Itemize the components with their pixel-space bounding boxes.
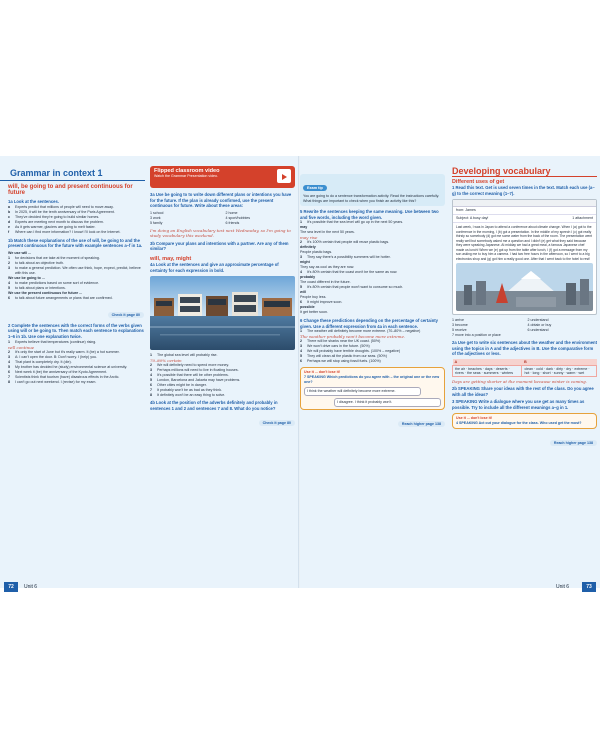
ex2-list xyxy=(8,340,144,385)
item-number: 5 xyxy=(8,364,10,369)
ex2a-handwriting: Days are getting shorter at the moment because winter is coming. xyxy=(452,378,587,384)
item-text: We won't drive cars in the future. (50%) xyxy=(307,344,370,349)
item-number: 6 xyxy=(8,369,10,374)
vocab-ex2b: 2b SPEAKING Share your ideas with the rest of the class. Do you agree with all the ideas? xyxy=(452,385,594,397)
video-title: Flipped classroom video xyxy=(154,168,220,174)
from-label: from: xyxy=(456,208,465,213)
floating-houses-photo xyxy=(150,276,295,350)
item-number: a xyxy=(8,204,10,209)
ex1a-instruction: 1a Look at the sentences. xyxy=(8,199,59,204)
area-item: 1 school xyxy=(150,210,164,215)
will-list xyxy=(8,256,144,276)
item-text: It's 80% certain that the coast won't be the same as now. xyxy=(307,270,398,275)
item-text: Other cities might be in danger. xyxy=(157,383,207,388)
item-number: 6 xyxy=(300,359,302,364)
item-text: London, Barcelona and Jakarta may have problems. xyxy=(157,378,241,383)
flipped-video-bar[interactable] xyxy=(150,166,295,188)
ex5-instruction: 5 Rewrite the sentences keeping the same meaning. Use between two and five words, including the word given. xyxy=(300,209,439,220)
item-number: f xyxy=(8,229,10,234)
item-number: 4 xyxy=(8,280,10,285)
grammar-title-bar xyxy=(0,168,145,181)
item-text: It definitely won't be an easy thing to solve. xyxy=(157,393,226,398)
use-it-text-left: 7 SPEAKING Which predictions do you agree with – the original one or the new one? xyxy=(304,375,440,385)
ex3b-text: 3b Compare your plans and intentions with a partner. Are any of them similar? xyxy=(150,240,289,252)
area-item: 6 friends xyxy=(225,220,240,225)
item-text: There will be sharks near the UK coast. (50%) xyxy=(307,339,381,344)
areas-list xyxy=(150,211,295,226)
result-line: The sea level in the next 50 years. xyxy=(300,230,355,235)
area-item: 4 sport/hobbies xyxy=(225,215,251,220)
meaning-item: 2 understand xyxy=(527,318,549,323)
item-text: It probably won't be as bad as they think. xyxy=(157,388,223,393)
item-number: 2 xyxy=(8,349,10,354)
item-number: 5 xyxy=(8,285,10,290)
table-col-b: clean · cold · dark · dirty · dry · extreme · hot · long · short · sunny · warm · wet xyxy=(522,365,597,376)
ex1b-instruction: 1b Match these explanations of the use of will, be going to and the present continuous for the future with example sentences a–f in 1a. xyxy=(8,237,143,249)
item-number: 4 xyxy=(8,359,10,364)
list-item xyxy=(8,230,144,235)
table-col-a: the air · beaches · days · deserts · rivers · the seas · summers · winters xyxy=(453,365,522,376)
might-heading: will, may, might xyxy=(150,255,192,262)
item-number: 2 xyxy=(300,339,302,344)
ex4b-text: 4b Look at the position of the adverbs definitely and probably in sentences 1 and 2 and sentences 7 and 8. What do you notice? xyxy=(150,400,278,411)
reach-higher-left[interactable]: Reach higher page 138 xyxy=(398,421,445,427)
meaning-item: 4 obtain or buy xyxy=(527,323,552,328)
item-text: to talk about plans or intentions. xyxy=(15,285,66,290)
item-text: It's possible that the sea level will go up in the next 50 years. xyxy=(307,220,404,225)
item-number: d xyxy=(8,219,11,224)
item-number: 1 xyxy=(8,255,10,260)
ex4a-list xyxy=(150,353,295,398)
item-text: They say there's a possibility summers will be hotter. xyxy=(307,255,391,260)
item-number: 5 xyxy=(300,354,302,359)
item-number: 1 xyxy=(300,329,302,334)
uses-going-label: We use be going to ... xyxy=(8,275,45,280)
result-line: People plastic bags. xyxy=(300,250,333,255)
item-number: 8 xyxy=(8,379,10,384)
use-it-text-right: 4 SPEAKING Act out your dialogue for the class. Who used get the most? xyxy=(456,421,582,426)
use-it-box-right xyxy=(452,413,597,429)
item-text: As it gets warmer, glaciers are going to melt faster. xyxy=(15,224,96,229)
vocab-subheading: Different uses of get xyxy=(452,179,505,185)
item-number: 7 xyxy=(150,388,152,393)
email-body: Last week, I was in Japan to attend a conference about climate change. When I (a) got to the conference in the morning, I (b) got a presentation. In the middle of my speech I (c) got really thirsty so somebody (d) got me some water from the back of the room. The presentation went really well but somebody asked me a question and I didn't (e) get what they said because they were speaking Japanese. At midday we had a great meal, a famous Japanese chef made us lunch! When we (e) got up from the table after lunch, I (f) got a message from my son asking me to buy him a camera. I had two free hours in the afternoon, so I went to a big electronics shop and (g) got him a really good one. After that I went back to the hotel to rest! xyxy=(456,225,593,261)
item-number: 3 xyxy=(150,368,152,373)
uses-cont-label: We use the present continuous for future ... xyxy=(8,290,83,295)
unit-label-right: Unit 6 xyxy=(556,584,570,590)
item-number: 3 xyxy=(8,265,10,270)
left-column-1 xyxy=(8,184,144,385)
item-number: 7 xyxy=(8,374,10,379)
footer xyxy=(0,582,600,594)
left-column-2 xyxy=(150,166,295,429)
ex6-instruction: 6 Change these predictions depending on the percentage of certainty given. Use a different expression from 4a in each sentence. xyxy=(300,318,438,329)
item-text: My brother has decided he (study) environmental science at university. xyxy=(15,364,128,369)
exam-tip-label: Exam tip xyxy=(303,185,327,191)
item-text: to talk about future arrangements or plans that are confirmed. xyxy=(15,295,113,300)
item-text: They've decided they're going to build similar homes. xyxy=(15,214,100,219)
ex2-instruction: 2 Complete the sentences with the correct forms of the verbs given using will or be going to. Then match each sentence to explanations 1–6 in 1b. Use one explanation twice. xyxy=(8,322,144,339)
item-number: 4 xyxy=(300,349,302,354)
list-item xyxy=(8,380,144,385)
item-text: The weather will definitely become more extreme. (70–80% – negative) xyxy=(307,329,421,334)
speech-a: I disagree. I think it probably won't. xyxy=(334,398,441,407)
area-item: 3 work xyxy=(150,215,161,220)
ex3a-handwriting: I'm doing an English vocabulary test next Wednesday, so I'm going to study vocabulary this weekend. xyxy=(150,227,291,238)
check-it-4b[interactable]: Check it page 80 xyxy=(259,420,295,426)
item-text: We will probably have terrible droughts. (100% – negative) xyxy=(307,349,401,354)
item-number: 4 xyxy=(150,373,152,378)
item-number: 6 xyxy=(8,295,10,300)
item-text: to talk about an objective truth. xyxy=(15,260,64,265)
item-number: 2 xyxy=(150,363,152,368)
ex3a-instruction: 3a Use be going to to write down different plans or intentions you have for the future. If the plan is already confirmed, use the present continuous for future. Write about these areas: xyxy=(150,192,292,209)
item-text: Perhaps we will stop using fossil fuels. (100%) xyxy=(307,359,381,364)
vocab-ex2a: 2a Use get to write six sentences about the weather and the environment using the topics in A and the adjectives in B. Use the comparative form of the adjectives or less. xyxy=(452,340,597,357)
item-text: for decisions that we take at the moment of speaking. xyxy=(15,255,100,260)
ex4a-instruction: 4a Look at the sentences and give an approximate percentage of certainty for each expression in bold. xyxy=(150,261,279,273)
item-text: The global sea level will probably rise. xyxy=(157,353,218,358)
item-text: It might improve soon. xyxy=(307,300,343,305)
going-list xyxy=(8,281,144,291)
item-number: 2 xyxy=(300,240,302,245)
use-it-box-left xyxy=(300,367,445,410)
list-item xyxy=(300,359,445,364)
reach-higher-right[interactable]: Reach higher page 138 xyxy=(550,440,597,446)
check-it-button[interactable]: Check it page 80 xyxy=(108,312,144,318)
meanings-list xyxy=(452,318,597,338)
item-text: It's 100% certain that people will reuse plastic bags. xyxy=(307,240,390,245)
result-line: It get better soon. xyxy=(300,310,328,315)
video-sub: Watch the Grammar Presentation video. xyxy=(154,174,218,178)
item-text: They will clean all the plastic from our seas. (50%) xyxy=(307,354,387,359)
meaning-item: 1 arrive xyxy=(452,318,464,323)
area-item: 2 home xyxy=(225,210,238,215)
item-text: In 2025, it will be the tenth anniversary of the Paris Agreement. xyxy=(15,209,115,214)
item-number: 3 xyxy=(8,354,10,359)
page-number-left: 72 xyxy=(4,582,18,592)
exam-tip-text: You are going to do a sentence transformation activity. Read the instructions carefully. What things are important to check when you finish an activity like this? xyxy=(303,194,440,203)
unit-label-left: Unit 6 xyxy=(24,584,38,590)
keyword: possible xyxy=(300,305,315,310)
grammar-heading: will, be going to and present continuous for future xyxy=(8,184,133,196)
use-it-label-right: Use it ... don't lose it! xyxy=(456,416,492,421)
page-title: Grammar in context 1 xyxy=(10,168,103,178)
keyword: might xyxy=(300,260,310,265)
ex1a-list xyxy=(8,205,144,235)
item-number: 8 xyxy=(150,393,152,398)
item-text: We will definitely need to spend more money. xyxy=(157,363,229,368)
result-line: The coast different in the future. xyxy=(300,280,351,285)
table-head-a: A xyxy=(453,359,522,366)
item-text: Experts believe that temperatures (continue) rising. xyxy=(15,339,97,344)
result-line: People buy less. xyxy=(300,295,327,300)
item-text: Where can I find more information? I know! I'll look on the Internet. xyxy=(15,229,121,234)
speech-q: I think the weather will definitely become more extreme. xyxy=(304,387,421,396)
meaning-item: 5 receive xyxy=(452,328,467,333)
item-text: Scientists think that tourism (have) disastrous effects in the Arctic. xyxy=(15,374,120,379)
handwritten-answer: 70–80% certain xyxy=(150,358,182,364)
item-text: to make predictions based on some sort of evidence. xyxy=(15,280,100,285)
item-text: That plant is completely dry. It (die). xyxy=(15,359,72,364)
from-value: James xyxy=(465,208,476,213)
keyword: probably xyxy=(300,275,316,280)
exam-tip xyxy=(300,174,445,206)
left-column-3 xyxy=(300,174,445,430)
handwritten-answer: The weather probably won't become more extreme. xyxy=(300,334,406,340)
item-number: 6 xyxy=(150,383,152,388)
table-head-b: B xyxy=(522,359,597,366)
item-number: 5 xyxy=(300,285,302,290)
item-text: to make a general prediction. We often use think, hope, expect, predict, believe with this use. xyxy=(15,265,141,275)
attachment-indicator[interactable]: 1 attachment xyxy=(572,216,593,221)
item-number: b xyxy=(8,209,11,214)
meaning-item: 6 understand xyxy=(527,328,549,333)
vocab-ex3: 3 SPEAKING Write a dialogue where you use get as many times as possible. Try to include all the different meanings a–g in 1. xyxy=(452,399,585,410)
cont-list xyxy=(8,296,144,301)
keyword: may xyxy=(300,225,308,230)
page-number-right: 73 xyxy=(582,582,596,592)
item-text: Next week it (be) the anniversary of the Kyoto Agreement. xyxy=(15,369,108,374)
item-text: Perhaps millions will need to live in floating houses. xyxy=(157,368,239,373)
handwritten-answer: may rise xyxy=(300,235,318,241)
left-page xyxy=(0,156,300,588)
item-text: It's possible that there will be other problems. xyxy=(157,373,229,378)
item-number: 4 xyxy=(300,270,302,275)
vocab-ex1: 1 Read this text. Get is used seven times in the text. Match each use (a–g) to the correct meaning (1–7). xyxy=(452,185,595,196)
ex5-list xyxy=(300,220,445,315)
item-number: 3 xyxy=(300,344,302,349)
item-text: Experts are meeting next month to discuss the problem. xyxy=(15,219,104,224)
item-number: 1 xyxy=(150,353,152,358)
email-toolbar xyxy=(453,200,596,207)
list-item xyxy=(150,393,295,398)
textbook-spread xyxy=(0,156,600,588)
topics-table xyxy=(452,359,597,377)
item-number: c xyxy=(8,214,10,219)
japan-photo xyxy=(456,263,593,311)
right-column xyxy=(452,166,597,449)
ex6-list xyxy=(300,329,445,364)
item-text: A: I can't open the door. B: Don't worry. I (help) you. xyxy=(15,354,98,359)
item-text: It's 80% certain that people won't want to consume so much. xyxy=(307,285,404,290)
uses-will-label: We use will ... xyxy=(8,250,32,255)
use-it-label-left: Use it ... don't lose it! xyxy=(304,370,340,375)
keyword: will xyxy=(300,290,306,295)
area-item: 5 family xyxy=(150,220,163,225)
item-text: I can't go out next weekend. I (revise) for my exam. xyxy=(15,379,97,384)
email-window xyxy=(452,199,597,315)
item-text: Experts predict that millions of people will need to move away. xyxy=(15,204,114,209)
subject-value: A busy day! xyxy=(469,216,489,221)
list-item xyxy=(8,266,144,276)
item-number: 1 xyxy=(8,339,10,344)
item-number: 3 xyxy=(300,255,302,260)
item-text: It's only the start of June but it's really warm. It (be) a hot summer. xyxy=(15,349,120,354)
list-item xyxy=(8,296,144,301)
play-icon[interactable] xyxy=(277,169,291,183)
item-number: 6 xyxy=(300,300,302,305)
vocab-title: Developing vocabulary xyxy=(452,166,597,177)
item-number: e xyxy=(8,224,10,229)
item-number: 2 xyxy=(8,260,10,265)
item-number: 5 xyxy=(150,378,152,383)
item-number: 1 xyxy=(300,220,302,225)
meaning-item: 3 become xyxy=(452,323,468,328)
keyword: definitely xyxy=(300,245,316,250)
meaning-item: 7 move into a position or place xyxy=(452,333,501,338)
result-line: They say as cool as they are now. xyxy=(300,265,355,270)
handwritten-answer: will continue xyxy=(8,344,35,350)
subject-label: Subject: xyxy=(456,216,469,221)
